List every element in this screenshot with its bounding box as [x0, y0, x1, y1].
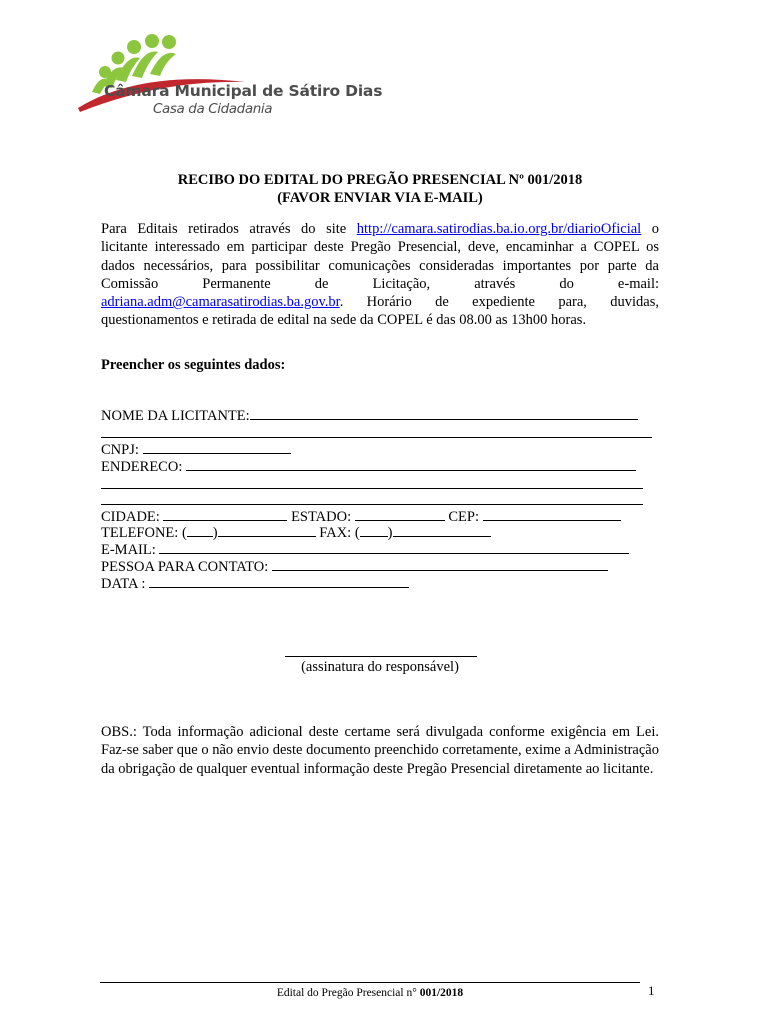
- signature-label: (assinatura do responsável): [301, 659, 459, 675]
- cidade-label: CIDADE:: [101, 509, 160, 525]
- endereco-blank[interactable]: [186, 457, 636, 471]
- document-title: RECIBO DO EDITAL DO PREGÃO PRESENCIAL Nº 001/2018: [177, 172, 583, 188]
- endereco-blank-2[interactable]: [101, 488, 643, 489]
- telefone-close: ): [212, 525, 218, 541]
- intro-text-1: Para Editais retirados através do site: [101, 221, 357, 237]
- email-link[interactable]: adriana.adm@camarasatirodias.ba.gov.br: [101, 294, 340, 311]
- nome-licitante-blank[interactable]: [250, 406, 638, 420]
- contato-blank[interactable]: [272, 557, 608, 571]
- endereco-blank-3[interactable]: [101, 504, 643, 505]
- document-subtitle: (FAVOR ENVIAR VIA E-MAIL): [277, 190, 483, 206]
- form-heading: Preencher os seguintes dados:: [101, 357, 286, 373]
- cep-blank[interactable]: [483, 507, 621, 521]
- footer-text: [100, 987, 640, 999]
- cep-label: CEP:: [448, 509, 479, 525]
- site-link[interactable]: http://camara.satirodias.ba.io.org.br/diarioOficial: [356, 221, 642, 237]
- footer-number: 001/2018: [419, 987, 464, 999]
- email-label: E-MAIL:: [101, 542, 156, 558]
- nome-licitante-blank-2[interactable]: [101, 437, 652, 438]
- fax-label: FAX: (: [319, 525, 360, 541]
- intro-paragraph: [101, 220, 659, 330]
- cidade-blank[interactable]: [163, 507, 287, 521]
- nome-licitante-label: NOME DA LICITANTE:: [101, 408, 250, 424]
- estado-label: ESTADO:: [291, 509, 352, 525]
- data-field: [101, 574, 409, 593]
- signature-line[interactable]: [285, 656, 477, 657]
- intro-text-2: o licitante interessado em participar deste Pregão Presencial, deve, encaminhar a COPEL os dados necessários, para possibilitar comunicações consideradas importantes por parte da Comissão Permanente de Licitação, através do e-mail:: [101, 221, 660, 292]
- email-blank[interactable]: [159, 540, 629, 554]
- org-subtitle: Casa da Cidadania: [153, 101, 273, 117]
- cnpj-blank[interactable]: [143, 440, 291, 454]
- data-blank[interactable]: [149, 574, 409, 588]
- obs-paragraph: OBS.: Toda informação adicional deste certame será divulgada conforme exigência em Lei. Faz-se saber que o não envio deste documento preenchido corretamente, exime a Administração da obrigação de qualquer eventual informação deste Pregão Presencial diretamente ao licitante.: [101, 724, 659, 777]
- page-number: 1: [648, 983, 655, 998]
- telefone-label: TELEFONE: (: [101, 525, 187, 541]
- telefone-ddd-blank[interactable]: [187, 523, 213, 537]
- estado-blank[interactable]: [355, 507, 445, 521]
- footer-prefix: Edital do Pregão Presencial n°: [276, 987, 420, 999]
- data-label: DATA :: [101, 576, 146, 592]
- fax-blank[interactable]: [393, 523, 491, 537]
- fax-close: ): [387, 525, 393, 541]
- fax-ddd-blank[interactable]: [360, 523, 388, 537]
- contato-label: PESSOA PARA CONTATO:: [101, 559, 269, 575]
- telefone-blank[interactable]: [218, 523, 316, 537]
- footer-divider: [100, 982, 640, 983]
- intro-text-3: . Horário de expediente para, duvidas, questionamentos e retirada de edital na sede da COPEL é das 08.00 as 13h00 horas.: [101, 294, 659, 329]
- endereco-label: ENDERECO:: [101, 459, 183, 475]
- cnpj-label: CNPJ:: [101, 442, 139, 458]
- org-name: Câmara Municipal de Sátiro Dias: [104, 82, 383, 100]
- nome-licitante-field: [101, 406, 638, 425]
- endereco-field: [101, 457, 636, 476]
